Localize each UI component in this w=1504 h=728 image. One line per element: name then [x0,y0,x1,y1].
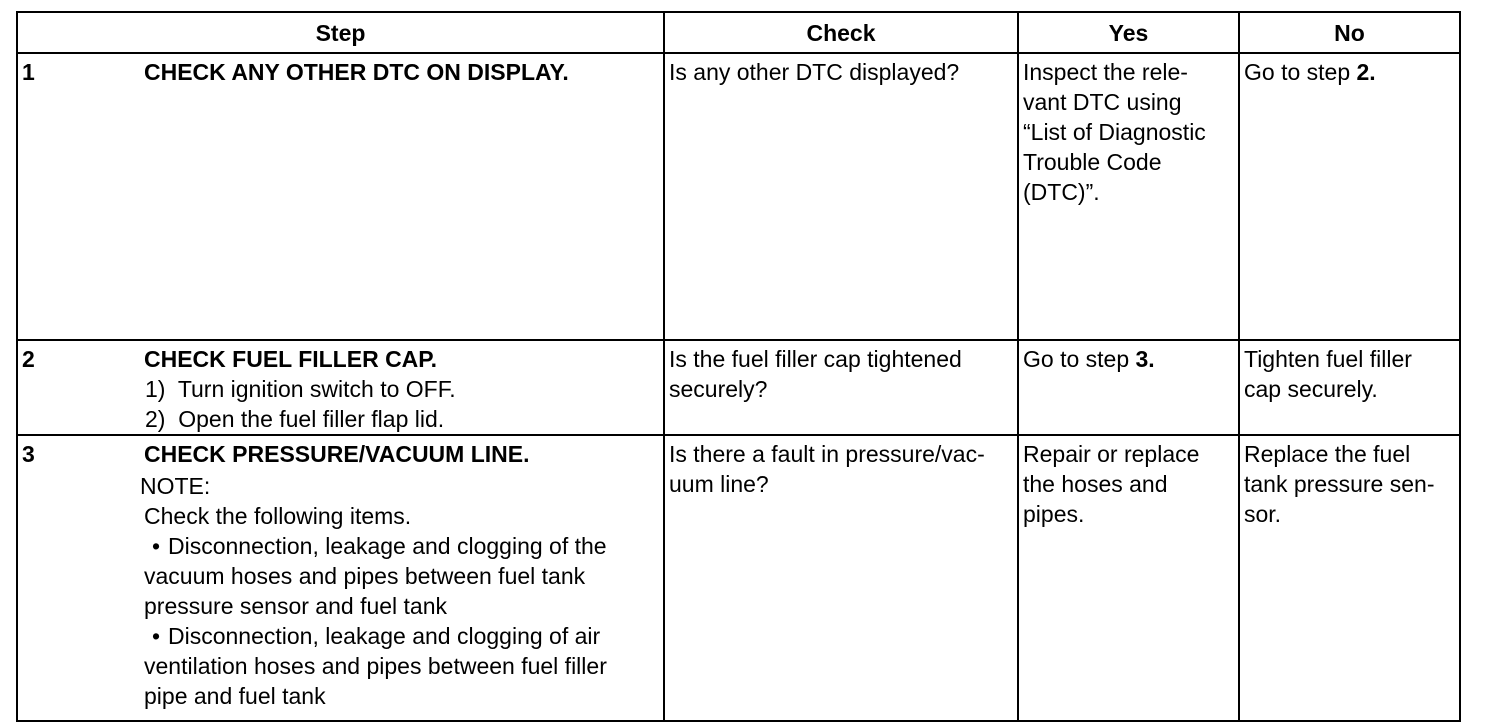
bullet-line: • Disconnection, leakage and clogging of the [144,531,663,561]
check-cell [664,435,1018,721]
no-line: tank pressure sen- [1244,471,1435,497]
no-line: sor. [1244,501,1282,527]
yes-line: the hoses and [1023,471,1168,497]
header-check: Check [664,12,1018,53]
no-line: Tighten fuel filler [1244,346,1412,372]
step-cell [17,53,664,340]
no-text: Go to step [1244,59,1357,85]
yes-cell [1018,435,1239,721]
no-cell [1239,53,1460,340]
check-line: uum line? [669,471,769,497]
step-cell [17,435,664,721]
bullet-line: pipe and fuel tank [144,683,326,709]
yes-step-ref: 3. [1135,346,1155,372]
yes-cell [1018,53,1239,340]
step-number: 3 [22,441,35,467]
check-cell [664,53,1018,340]
yes-line: “List of Diagnostic [1023,119,1206,145]
step-number: 2 [22,346,35,372]
step-title: CHECK ANY OTHER DTC ON DISPLAY. [144,59,569,85]
bullet-line: ventilation hoses and pipes between fuel filler [144,653,607,679]
substep: 2) Open the fuel filler flap lid. [145,406,445,432]
table-row [17,435,1460,721]
yes-cell [1018,340,1239,435]
table-row [17,53,1460,340]
bullet-line: pressure sensor and fuel tank [144,593,448,619]
header-row [17,12,1460,53]
step-title: CHECK PRESSURE/VACUUM LINE. [144,441,530,467]
header-no: No [1239,12,1460,53]
step-title: CHECK FUEL FILLER CAP. [144,346,438,372]
note-label: NOTE: [140,473,211,499]
yes-line: (DTC)”. [1023,179,1100,205]
note-bullet [144,621,663,711]
note-intro: Check the following items. [144,503,412,529]
yes-line: Repair or replace [1023,441,1200,467]
yes-line: vant DTC using [1023,89,1182,115]
no-step-ref: 2. [1356,59,1376,85]
no-line: Replace the fuel [1244,441,1411,467]
step-cell [17,340,664,435]
check-line: Is there a fault in pressure/vac- [669,441,985,467]
step-number: 1 [22,59,35,85]
no-line: cap securely. [1244,376,1378,402]
note-bullet [144,531,663,621]
header-step: Step [17,12,664,53]
check-text: Is any other DTC displayed? [669,59,960,85]
check-line: securely? [669,376,768,402]
no-cell [1239,435,1460,721]
yes-line: pipes. [1023,501,1085,527]
check-cell [664,340,1018,435]
header-yes: Yes [1018,12,1239,53]
diagnostic-table [16,11,1461,722]
yes-text: Go to step [1023,346,1136,372]
bullet-line: • Disconnection, leakage and clogging of air [144,621,663,651]
no-cell [1239,340,1460,435]
yes-line: Inspect the rele- [1023,59,1188,85]
substep: 1) Turn ignition switch to OFF. [145,376,456,402]
table-row [17,340,1460,435]
bullet-line: vacuum hoses and pipes between fuel tank [144,563,586,589]
check-line: Is the fuel filler cap tightened [669,346,962,372]
yes-line: Trouble Code [1023,149,1162,175]
